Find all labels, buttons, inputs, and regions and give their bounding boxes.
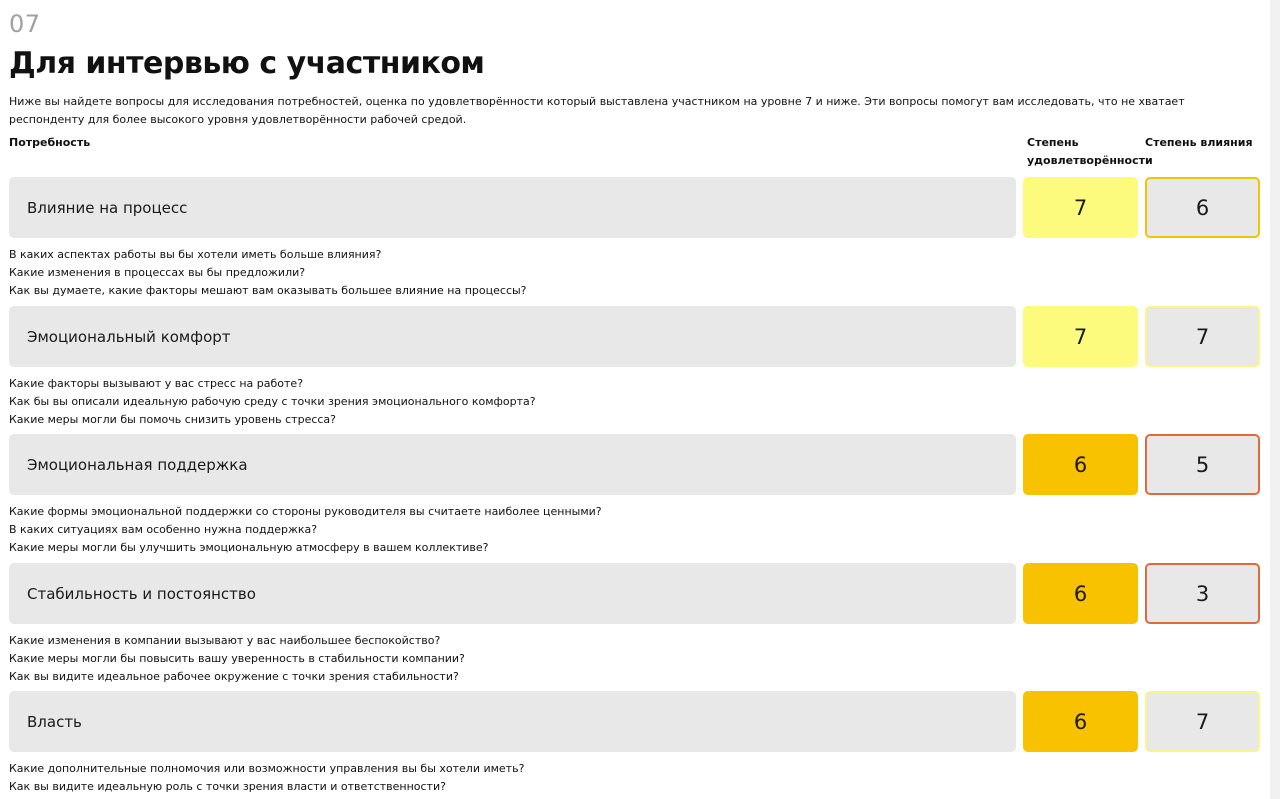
need-bar xyxy=(9,177,1016,238)
question: Какие меры могли бы улучшить эмоциональную атмосферу в вашем коллективе? xyxy=(9,541,489,554)
question-list xyxy=(9,632,1261,686)
question-list xyxy=(9,760,1261,796)
influence-score: 6 xyxy=(1145,177,1260,238)
question: Как вы думаете, какие факторы мешают вам оказывать большее влияние на процессы? xyxy=(9,284,527,297)
influence-score: 5 xyxy=(1145,434,1260,495)
need-label: Стабильность и постоянство xyxy=(27,584,256,603)
need-row xyxy=(9,434,1261,495)
question: Как вы видите идеальное рабочее окружение с точки зрения стабильности? xyxy=(9,670,459,683)
need-block xyxy=(9,306,1261,429)
influence-score: 7 xyxy=(1145,691,1260,752)
need-bar xyxy=(9,563,1016,624)
column-header-satisfaction: Степень удовлетворённости xyxy=(1027,136,1153,167)
need-row xyxy=(9,563,1261,624)
scrollbar[interactable] xyxy=(1270,0,1280,799)
need-label: Влияние на процесс xyxy=(27,198,188,217)
need-row xyxy=(9,691,1261,752)
need-label: Власть xyxy=(27,712,82,731)
need-bar xyxy=(9,434,1016,495)
question: Как бы вы описали идеальную рабочую среду с точки зрения эмоционального комфорта? xyxy=(9,395,536,408)
need-bar xyxy=(9,306,1016,367)
question: В каких аспектах работы вы бы хотели иметь больше влияния? xyxy=(9,248,382,261)
column-header-influence: Степень влияния xyxy=(1145,136,1253,149)
question-list xyxy=(9,375,1261,429)
section-number: 07 xyxy=(9,10,41,38)
need-block xyxy=(9,177,1261,300)
need-block xyxy=(9,691,1261,796)
need-bar xyxy=(9,691,1016,752)
satisfaction-score: 7 xyxy=(1023,306,1138,367)
need-block xyxy=(9,434,1261,557)
intro-text: Ниже вы найдете вопросы для исследования потребностей, оценка по удовлетворённости который выставлена участником на уровне 7 и ниже. Эти вопросы помогут вам исследовать, что не хватает респонденту для более высокого уровня удовлетворённости рабочей средой. xyxy=(9,95,1185,126)
question: Какие меры могли бы повысить вашу уверенность в стабильности компании? xyxy=(9,652,465,665)
question-list xyxy=(9,246,1261,300)
need-row xyxy=(9,306,1261,367)
satisfaction-score: 6 xyxy=(1023,691,1138,752)
satisfaction-score: 7 xyxy=(1023,177,1138,238)
question: Какие факторы вызывают у вас стресс на работе? xyxy=(9,377,304,390)
question: Какие дополнительные полномочия или возможности управления вы бы хотели иметь? xyxy=(9,762,525,775)
question-list xyxy=(9,503,1261,557)
need-block xyxy=(9,563,1261,686)
page-title: Для интервью с участником xyxy=(9,46,485,81)
satisfaction-score: 6 xyxy=(1023,434,1138,495)
column-header-need: Потребность xyxy=(9,136,91,149)
question: Какие изменения в процессах вы бы предложили? xyxy=(9,266,306,279)
question: Какие формы эмоциональной поддержки со стороны руководителя вы считаете наиболее ценными? xyxy=(9,505,602,518)
satisfaction-score: 6 xyxy=(1023,563,1138,624)
question: В каких ситуациях вам особенно нужна поддержка? xyxy=(9,523,318,536)
question: Как вы видите идеальную роль с точки зрения власти и ответственности? xyxy=(9,780,446,793)
need-row xyxy=(9,177,1261,238)
question: Какие меры могли бы помочь снизить уровень стресса? xyxy=(9,413,337,426)
need-label: Эмоциональный комфорт xyxy=(27,327,231,346)
influence-score: 7 xyxy=(1145,306,1260,367)
influence-score: 3 xyxy=(1145,563,1260,624)
need-label: Эмоциональная поддержка xyxy=(27,455,248,474)
question: Какие изменения в компании вызывают у вас наибольшее беспокойство? xyxy=(9,634,441,647)
